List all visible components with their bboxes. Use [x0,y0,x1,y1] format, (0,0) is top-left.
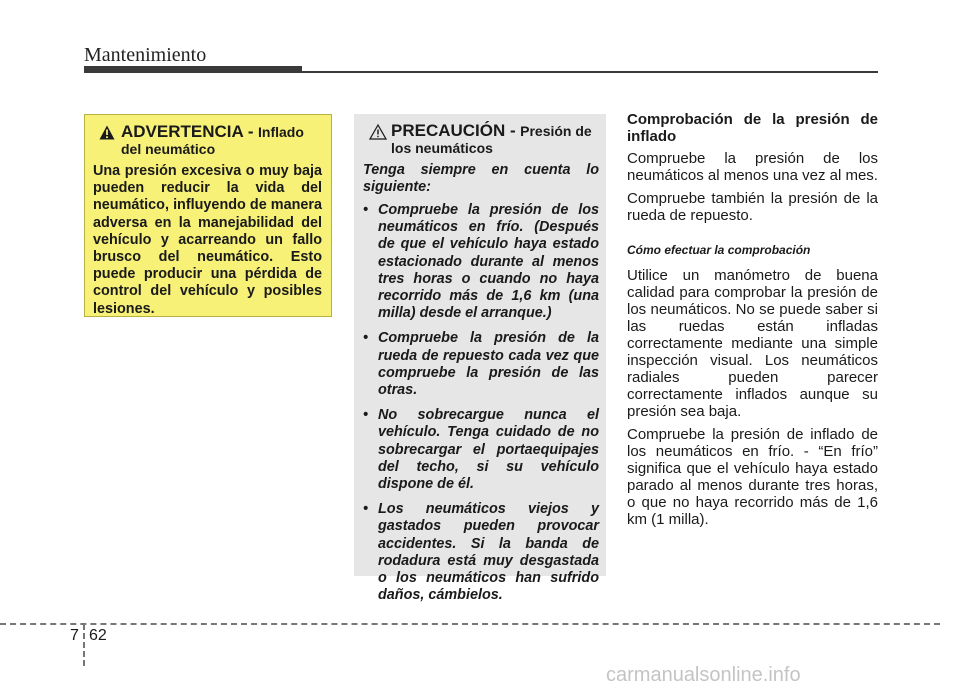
warning-text: Una presión excesiva o muy baja pueden reducir la vida del neumático, influyendo de manera adversa en la manejabilidad del vehículo y acarreando un fallo brusco del neumático. Esto puede producir una pérdida de control del vehículo y posibles lesiones. [93,163,322,317]
section-title: Mantenimiento [84,44,207,66]
caution-item: • Los neumáticos viejos y gastados pueden provocar accidentes. Si la banda de rodadura está muy desgastada o los neumáticos han sufrido daños, cámbielos. [363,501,599,604]
header-rule-thick [84,66,302,73]
subheading: Cómo efectuar la comprobación [627,243,811,257]
header-rule-thin [302,71,878,73]
paragraph: Utilice un manómetro de buena calidad para comprobar la presión de los neumáticos. No se puede saber si las ruedas están infladas correctamente mediante una simple inspección visual. Los neumáticos radiales pueden parecer correctamente inflados aunque su presión sea baja. [627,267,878,420]
caution-topic: Presión de [520,123,592,139]
paragraph: Compruebe la presión de los neumáticos al menos una vez al mes. [627,150,878,184]
chapter-number: 7 [70,627,79,644]
caution-item: • Compruebe la presión de la rueda de repuesto cada vez que compruebe la presión de las otras. [363,330,599,399]
caution-list [363,202,599,604]
section-heading: Comprobación de la presión de inflado [627,111,878,145]
caution-header [363,122,599,157]
warning-title: ADVERTENCIA - [121,122,254,141]
caution-box [354,114,606,604]
footer-divider [0,623,940,625]
warning-box [84,114,332,317]
warning-topic-line2: del neumático [121,141,216,157]
caution-item: • Compruebe la presión de los neumáticos en frío. (Después de que el vehículo haya estado estacionado durante al menos tres horas o cuando no haya recorrido más de 1,6 km (una milla) desde el arranque.) [363,202,599,322]
caution-triangle-icon [369,124,387,144]
warning-header [93,123,322,158]
caution-intro: Tenga siempre en cuenta lo siguiente: [363,162,599,195]
warning-topic: Inflado [258,124,304,140]
footer-vertical-divider [83,624,85,666]
warning-triangle-icon [99,125,115,144]
watermark: carmanualsonline.info [606,664,801,686]
caution-item: • No sobrecargue nunca el vehículo. Tenga cuidado de no sobrecargar el portaequipajes del techo, si su vehículo dispone de él. [363,407,599,493]
main-column [627,111,878,534]
caution-topic-line2: los neumáticos [391,140,493,156]
paragraph: Compruebe también la presión de la rueda de repuesto. [627,190,878,224]
caution-title: PRECAUCIÓN - [391,121,516,140]
page-number: 62 [89,627,107,644]
paragraph: Compruebe la presión de inflado de los neumáticos en frío. - “En frío” significa que el vehículo haya estado parado al menos durante tres horas, o que no haya recorrido más de 1,6 km (1 milla). [627,426,878,528]
